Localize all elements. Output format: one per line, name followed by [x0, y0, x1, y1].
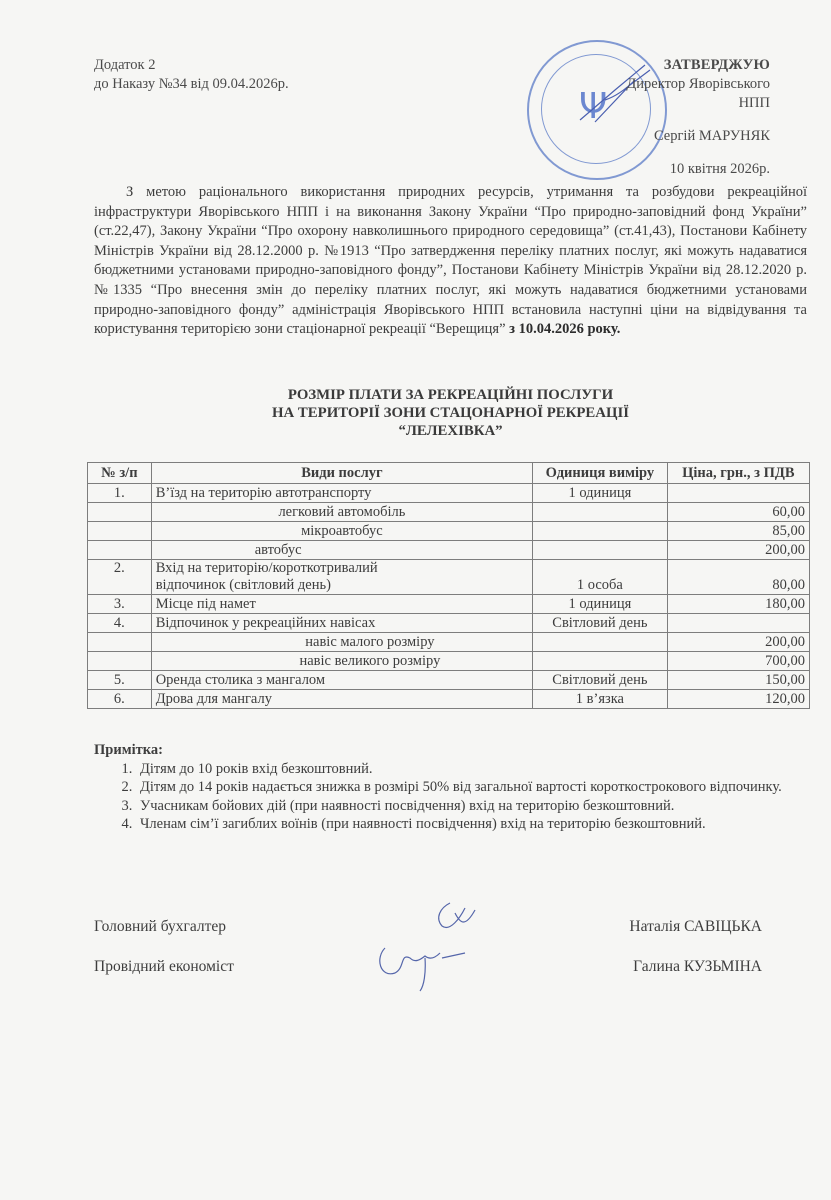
row-unit [533, 652, 668, 671]
row-number [88, 541, 152, 560]
row-service: навіс великого розміру [151, 652, 532, 671]
row-unit [533, 541, 668, 560]
document-heading [94, 386, 807, 440]
row-price: 200,00 [667, 633, 809, 652]
notes-section [94, 741, 807, 834]
row-price: 120,00 [667, 690, 809, 709]
header-service: Види послуг [151, 463, 532, 484]
note-item: 1. Дітям до 10 років вхід безкоштовний. [136, 760, 807, 779]
approval-title: ЗАТВЕРДЖУЮ [663, 57, 770, 73]
row-unit: 1 одиниця [533, 595, 668, 614]
row-number [88, 503, 152, 522]
table-row [88, 503, 810, 522]
approval-block [600, 56, 770, 179]
table-row [88, 484, 810, 503]
row-unit: 1 особа [533, 560, 668, 595]
row-service: мікроавтобус [151, 522, 532, 541]
approver-name: Сергій МАРУНЯК [653, 128, 770, 144]
table-row [88, 652, 810, 671]
annex-number: Додаток 2 [94, 57, 156, 73]
row-price: 200,00 [667, 541, 809, 560]
trident-icon: Ψ [579, 86, 608, 127]
signatory-position: Провідний економіст [94, 958, 234, 975]
row-number: 4. [88, 614, 152, 633]
header-number: № з/п [88, 463, 152, 484]
row-unit: Світловий день [533, 671, 668, 690]
row-service: Дрова для мангалу [151, 690, 532, 709]
row-unit: 1 одиниця [533, 484, 668, 503]
handwritten-signatures [370, 898, 500, 993]
heading-line-1: РОЗМІР ПЛАТИ ЗА РЕКРЕАЦІЙНІ ПОСЛУГИ [287, 387, 614, 403]
signatory-row [94, 918, 762, 936]
annex-reference [94, 56, 289, 94]
row-unit [533, 503, 668, 522]
note-item: 4. Членам сім’ї загиблих воїнів (при наявності посвідчення) вхід на територію безкоштовний. [136, 815, 807, 834]
row-price: 700,00 [667, 652, 809, 671]
row-number [88, 633, 152, 652]
row-number: 5. [88, 671, 152, 690]
row-price: 85,00 [667, 522, 809, 541]
row-service-line-2: відпочинок (світловий день) [155, 577, 331, 593]
row-service: Відпочинок у рекреаційних навісах [151, 614, 532, 633]
row-unit: 1 в’язка [533, 690, 668, 709]
row-unit [533, 633, 668, 652]
row-unit [533, 522, 668, 541]
row-number [88, 522, 152, 541]
signatory-position: Головний бухгалтер [94, 918, 227, 935]
table-row [88, 690, 810, 709]
row-price: 80,00 [667, 560, 809, 595]
row-service: навіс малого розміру [151, 633, 532, 652]
row-number: 1. [88, 484, 152, 503]
row-number: 2. [88, 560, 152, 595]
row-number: 3. [88, 595, 152, 614]
row-price: 60,00 [667, 503, 809, 522]
intro-paragraph [94, 183, 807, 340]
table-row [88, 560, 810, 595]
row-number [88, 652, 152, 671]
table-row [88, 522, 810, 541]
fees-table [87, 462, 810, 709]
row-price [667, 614, 809, 633]
heading-line-3: “ЛЕЛЕХІВКА” [398, 423, 503, 439]
order-reference: до Наказу №34 від 09.04.2026р. [94, 76, 289, 92]
table-row [88, 633, 810, 652]
heading-line-2: НА ТЕРИТОРІЇ ЗОНИ СТАЦОНАРНОЇ РЕКРЕАЦІЇ [272, 405, 629, 421]
row-service: Місце під намет [151, 595, 532, 614]
note-item: 2. Дітям до 14 років надається знижка в розмірі 50% від загальної вартості короткострокового відпочинку. [136, 778, 807, 797]
row-service [151, 560, 532, 595]
note-item: 3. Учасникам бойових дій (при наявності посвідчення) вхід на територію безкоштовний. [136, 797, 807, 816]
header-price: Ціна, грн., з ПДВ [667, 463, 809, 484]
table-row [88, 595, 810, 614]
row-price: 150,00 [667, 671, 809, 690]
row-number: 6. [88, 690, 152, 709]
row-service: легковий автомобіль [151, 503, 532, 522]
signatory-row [94, 958, 762, 976]
effective-date: з 10.04.2026 року. [509, 321, 621, 338]
row-unit: Світловий день [533, 614, 668, 633]
signatory-name: Галина КУЗЬМІНА [633, 958, 762, 975]
row-service: автобус [151, 541, 532, 560]
row-service: Оренда столика з мангалом [151, 671, 532, 690]
approver-position: Директор Яворівського НПП [626, 76, 770, 111]
notes-title: Примітка: [94, 742, 163, 758]
approval-date: 10 квітня 2026р. [669, 161, 770, 177]
table-row [88, 614, 810, 633]
row-price: 180,00 [667, 595, 809, 614]
signatory-name: Наталія САВІЦЬКА [629, 918, 762, 935]
table-row [88, 671, 810, 690]
header-unit: Одиниця виміру [533, 463, 668, 484]
table-header-row [88, 463, 810, 484]
table-row [88, 541, 810, 560]
row-service: В’їзд на територію автотранспорту [151, 484, 532, 503]
intro-text: З метою раціонального використання природних ресурсів, утримання та розбудови рекреаційної інфраструктури Яворівського НПП і на виконання Закону України “Про природно-заповідний фонд України” (ст.22,47), Закону України “Про охорону навколишнього природного середовища” (ст.41,43), Постанови Кабінету Міністрів України від 28.12.2000 р. №1913 “Про затвердження переліку платних послуг, які можуть надаватися бюджетними установами природно-заповідного фонду”, Постанови Кабінету Міністрів України від 28.12.2020 р. №1335 “Про внесення змін до переліку платних послуг, які можуть надаватися бюджетними установами природно-заповідного фонду” адміністрація Яворівського НПП встановила наступні ціни на відвідування та користування територією зони стаціонарної рекреації “Верещиця” [94, 184, 807, 338]
row-service-line-1: Вхід на територію/короткотривалий [155, 560, 378, 576]
row-price [667, 484, 809, 503]
notes-list [94, 760, 807, 834]
